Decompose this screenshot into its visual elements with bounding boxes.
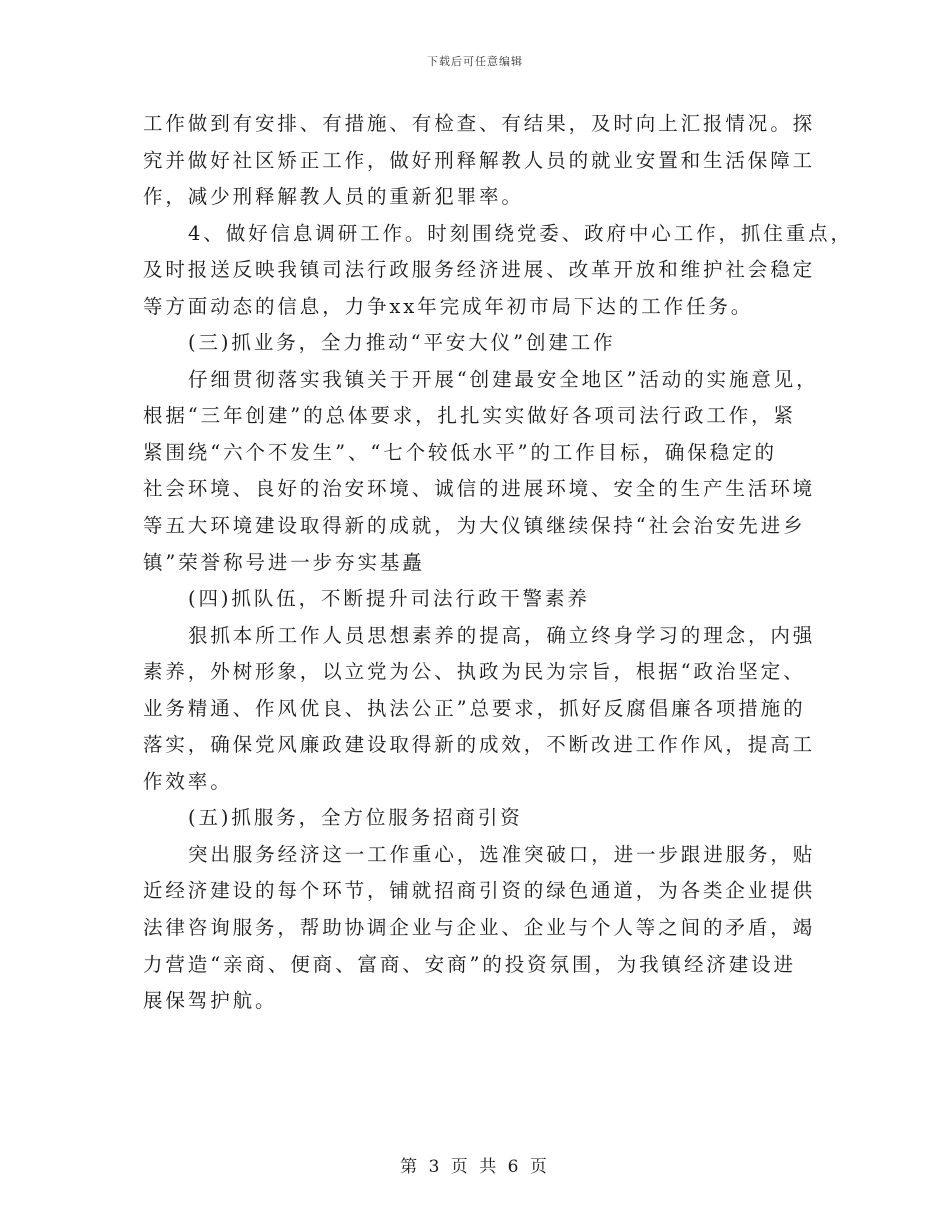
paragraph-line: 作，减少刑释解教人员的重新犯罪率。 xyxy=(143,185,524,209)
paragraph-line: 狠抓本所工作人员思想素养的提高，确立终身学习的理念，内强 xyxy=(188,623,816,647)
paragraph-line: 落实，确保党风廉政建设取得新的成效，不断改进工作作风，提高工 xyxy=(143,733,816,757)
paragraph-line: 紧围绕“六个不发生”、“七个较低水平”的工作目标，确保稳定的 xyxy=(143,440,777,464)
paragraph-line: 镇”荣誉称号进一步夯实基矗 xyxy=(143,550,425,574)
paragraph-line: 及时报送反映我镇司法行政服务经济进展、改革开放和维护社会稳定 xyxy=(143,258,816,282)
paragraph-line: 根据“三年创建”的总体要求，扎扎实实做好各项司法行政工作，紧 xyxy=(143,404,796,428)
paragraph-line: 展保驾护航。 xyxy=(143,989,278,1013)
paragraph-line: 突出服务经济这一工作重心，选准突破口，进一步跟进服务，贴 xyxy=(188,842,816,866)
paragraph-line: 4、做好信息调研工作。时刻围绕党委、政府中心工作，抓住重点， xyxy=(188,221,853,245)
page-header-note: 下载后可任意编辑 xyxy=(427,55,523,68)
paragraph-line: 等五大环境建设取得新的成就，为大仪镇继续保持“社会治安先进乡 xyxy=(143,514,806,538)
paragraph-line: 素养，外树形象，以立党为公、执政为民为宗旨，根据“政治坚定、 xyxy=(143,660,806,684)
section-heading: (四)抓队伍，不断提升司法行政干警素养 xyxy=(188,587,590,611)
paragraph-line: 等方面动态的信息，力争xx年完成年初市局下达的工作任务。 xyxy=(143,294,754,318)
page-number-footer: 第 3 页 共 6 页 xyxy=(400,1157,550,1177)
document-body xyxy=(143,106,853,1020)
paragraph-line: 近经济建设的每个环节，铺就招商引资的绿色通道，为各类企业提供 xyxy=(143,879,816,903)
paragraph-line: 法律咨询服务，帮助协调企业与企业、企业与个人等之间的矛盾，竭 xyxy=(143,916,816,940)
paragraph-line: 工作做到有安排、有措施、有检查、有结果，及时向上汇报情况。探 xyxy=(143,112,816,135)
section-heading: (五)抓服务，全方位服务招商引资 xyxy=(188,806,523,830)
paragraph-line: 究并做好社区矫正工作，做好刑释解教人员的就业安置和生活保障工 xyxy=(143,148,816,172)
paragraph-line: 仔细贯彻落实我镇关于开展“创建最安全地区”活动的实施意见， xyxy=(188,367,819,391)
paragraph-line: 作效率。 xyxy=(143,769,233,793)
paragraph-line: 力营造“亲商、便商、富商、安商”的投资氛围，为我镇经济建设进 xyxy=(143,952,796,976)
section-heading: (三)抓业务，全力推动“平安大仪”创建工作 xyxy=(188,331,616,355)
paragraph-line: 社会环境、良好的治安环境、诚信的进展环境、安全的生产生活环境 xyxy=(143,477,816,501)
paragraph-line: 业务精通、作风优良、执法公正”总要求，抓好反腐倡廉各项措施的 xyxy=(143,696,806,720)
